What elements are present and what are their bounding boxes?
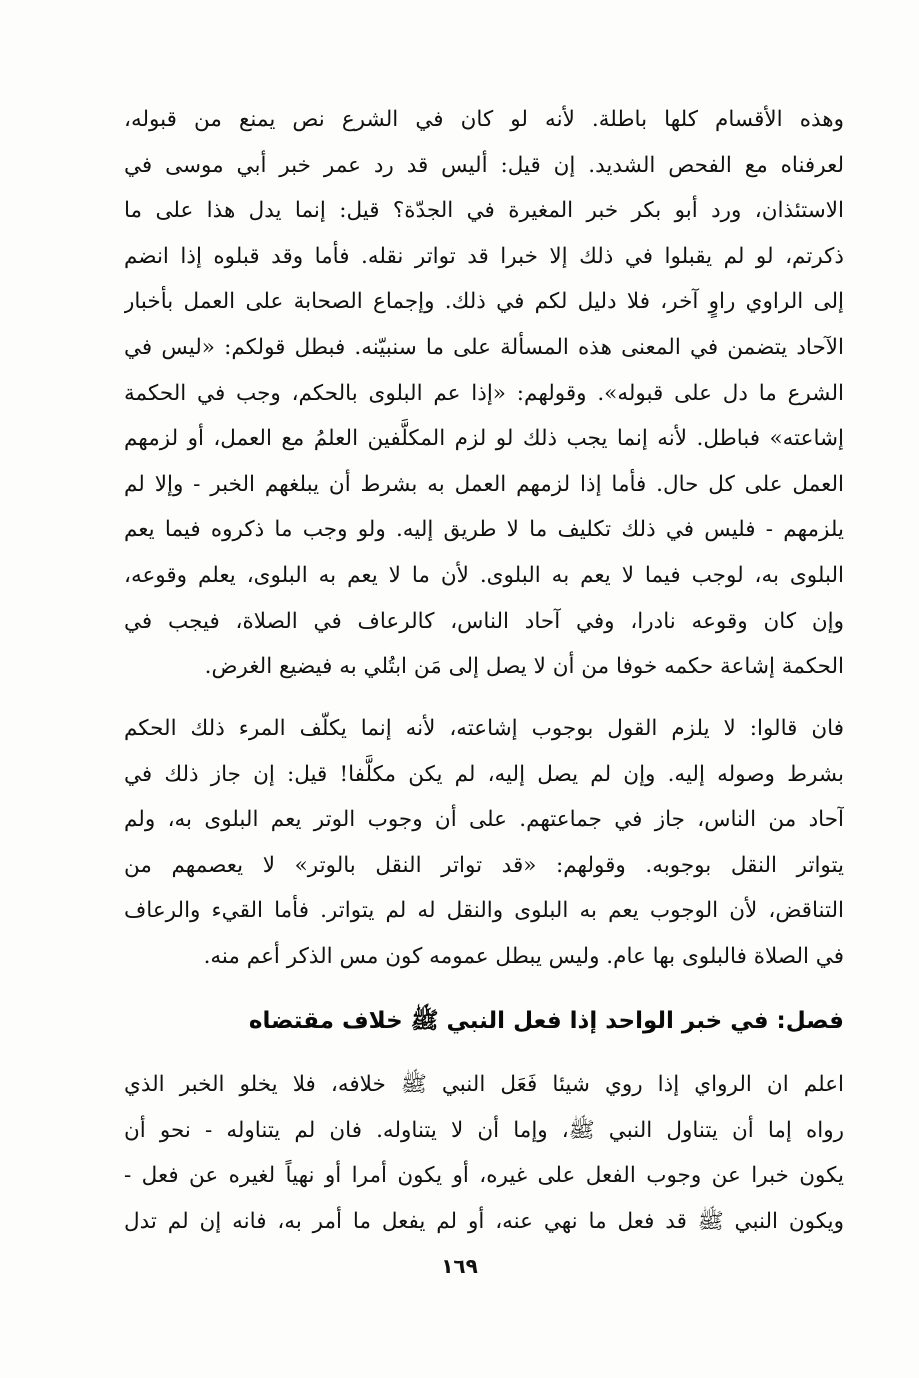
page-number: ١٦٩ [441,1254,478,1278]
text-line: اعلم ان الرواي إذا روي شيئا فَعَل النبي ﷺ خلافه، فلا يخلو الخبر الذي [124,1072,844,1097]
text-line: في الصلاة فالبلوى بها عام. وليس يبطل عمومه كون مس الذكر أعم منه. [203,943,844,969]
text-line: بشرط وصوله إليه. وإن لم يصل إليه، لم يكن مكلَّفا! قيل: إن جاز ذلك في [124,761,844,787]
text-line: يكون خبرا عن وجوب الفعل على غيره، أو يكون أمرا أو نهياً لغيره عن فعل - [124,1163,844,1189]
text-line: الاستئذان، ورد أبو بكر خبر المغيرة في الجدّة؟ قيل: إنما يدل هذا على ما [124,198,844,224]
text-line: لعرفناه مع الفحص الشديد. إن قيل: أليس قد رد عمر خبر أبي موسى في [124,152,844,178]
text-line: فان قالوا: لا يلزم القول بوجوب إشاعته، لأنه إنما يكلّف المرء ذلك الحكم [124,716,844,741]
paragraph-1 [124,97,844,690]
text-line: إلى الراوي راوٍ آخر، فلا دليل لكم في ذلك. وإجماع الصحابة على العمل بأخبار [124,289,844,315]
text-line: ذكرتم، لو لم يقبلوا في ذلك إلا خبرا قد تواتر نقله. فأما وقد قبلوه إذا انضم [124,243,844,269]
text-line: العمل على كل حال. فأما إذا لزمهم العمل به بشرط أن يبلغهم الخبر - وإلا لم [124,471,844,497]
text-line: إشاعته» فباطل. لأنه إنما يجب ذلك لو لزم المكلَّفين العلمُ مع العمل، أو لزمهم [124,426,844,452]
text-line: الشرع ما دل على قبوله». وقولهم: «إذا عم البلوى بالحكم، وجب في الحكمة [124,380,844,406]
section-heading: فصل: في خبر الواحد إذا فعل النبي ﷺ خلاف مقتضاه [248,1008,844,1034]
text-line: وإن كان وقوعه نادرا، وفي آحاد الناس، كالرعاف في الصلاة، فيجب في [124,608,844,634]
text-line: يتواتر النقل بوجوبه. وقولهم: «قد تواتر النقل بالوتر» لا يعصمهم من [124,852,844,878]
text-line: وهذه الأقسام كلها باطلة. لأنه لو كان في الشرع نص يمنع من قبوله، [124,107,844,132]
text-line: آحاد من الناس، جاز في جماعتهم. على أن وجوب الوتر يعم البلوى به، ولم [124,807,844,833]
text-line: التناقض، لأن الوجوب يعم به البلوى والنقل له لم يتواتر. فأما القيء والرعاف [124,898,844,924]
paragraph-2 [124,706,844,980]
text-line: رواه إما أن يتناول النبي ﷺ، وإما أن لا يتناوله. فان لم يتناوله - نحو أن [124,1117,844,1143]
text-line: يلزمهم - فليس في ذلك تكليف ما لا طريق إليه. ولو وجب ما ذكروه فيما يعم [124,517,844,543]
text-line: البلوى به، لوجب فيما لا يعم به البلوى. لأن ما لا يعم به البلوى، يعلم وقوعه، [124,562,844,588]
text-line: الآحاد يتضمن في المعنى هذه المسألة على ما سنبيّنه. فبطل قولكم: «ليس في [124,334,844,360]
text-line: ويكون النبي ﷺ قد فعل ما نهي عنه، أو لم يفعل ما أمر به، فانه إن لم تدل [124,1208,844,1234]
text-line: الحكمة إشاعة حكمه خوفا من أن لا يصل إلى مَن ابتُلي به فيضيع الغرض. [204,654,844,680]
paragraph-3 [124,1062,844,1244]
